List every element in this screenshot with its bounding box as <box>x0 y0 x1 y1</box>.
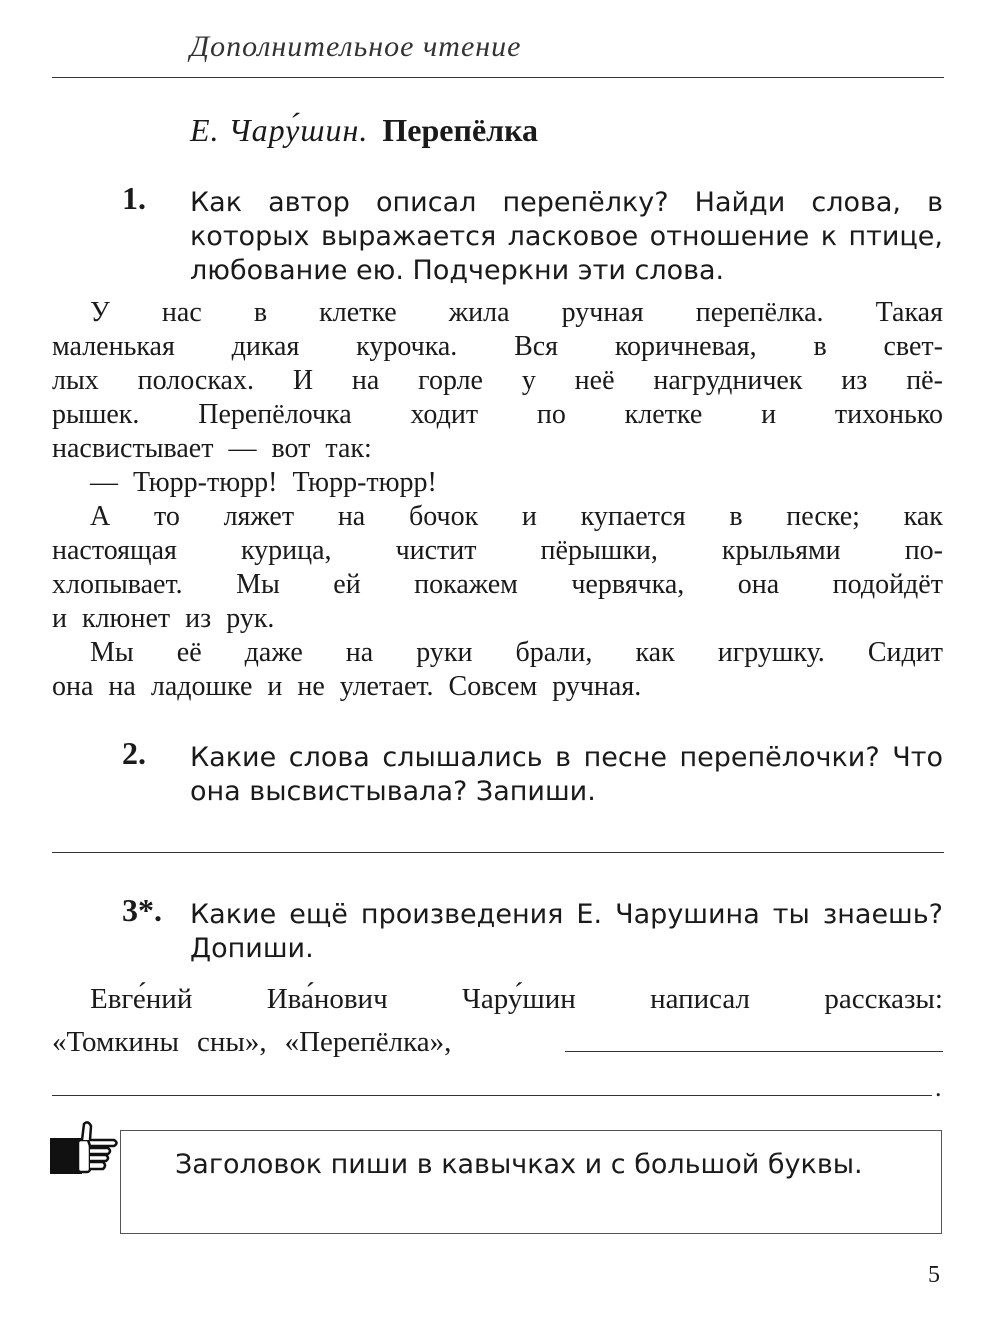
word: насвистывает <box>52 433 214 464</box>
word: даже <box>244 637 303 668</box>
word: и <box>267 671 283 702</box>
answer-line-q3-2[interactable] <box>52 1095 932 1096</box>
word: А <box>90 501 111 532</box>
story-line <box>52 670 943 704</box>
word: И <box>292 365 314 396</box>
word: Мы <box>90 637 134 668</box>
word: курица, <box>240 535 332 566</box>
pointing-hand-icon <box>48 1118 120 1176</box>
word: ручная <box>561 297 644 328</box>
word: неё <box>574 365 615 396</box>
answer-line-q3-1[interactable] <box>565 1051 943 1052</box>
word: червячка, <box>571 569 685 600</box>
question-1-number: 1. <box>122 180 146 216</box>
story-line <box>52 500 943 534</box>
word: в <box>253 297 268 328</box>
word: Чару́шин <box>462 983 576 1015</box>
word: Вся <box>514 331 559 362</box>
word: клетке <box>319 297 397 328</box>
question-2-number: 2. <box>122 735 146 771</box>
question-3-number: 3*. <box>122 892 162 928</box>
word: она <box>737 569 780 600</box>
word: рук. <box>226 603 275 634</box>
word: нас <box>161 297 202 328</box>
word: песке; <box>786 501 860 532</box>
question-1-text: Как автор описал перепёлку? Найди слова, в которых выражается ласковое отношение к птице, любование ею. Подчеркни эти слова. <box>190 187 943 286</box>
word: полосках. <box>137 365 254 396</box>
word: маленькая <box>52 331 175 362</box>
word: игрушку. <box>717 637 825 668</box>
word: как <box>635 637 675 668</box>
header-rule <box>52 77 944 78</box>
word: из <box>841 365 868 396</box>
word: «Перепёлка», <box>284 1026 452 1058</box>
word: на <box>351 365 380 396</box>
story-line <box>52 398 943 432</box>
word: на <box>337 501 366 532</box>
word: в <box>813 331 827 362</box>
word: крыльями <box>721 535 841 566</box>
story-author: Е. Чару́шин. <box>190 112 369 148</box>
word: рышек. <box>52 399 140 430</box>
word: ручная. <box>552 671 642 702</box>
word: коричневая, <box>614 331 757 362</box>
word: хлопывает. <box>52 569 183 600</box>
word: на <box>108 671 136 702</box>
word: свет- <box>883 331 943 362</box>
word: нагрудничек <box>653 365 803 396</box>
page-number: 5 <box>928 1262 940 1288</box>
rule-box <box>120 1130 942 1234</box>
word: У <box>90 297 110 328</box>
word: как <box>903 501 943 532</box>
word: Совсем <box>448 671 538 702</box>
word: — <box>90 467 118 498</box>
word: по- <box>904 535 943 566</box>
story-line <box>52 466 943 500</box>
word: и <box>761 399 777 430</box>
word: ладошке <box>150 671 253 702</box>
word: покажем <box>414 569 518 600</box>
word: тихонько <box>834 399 943 430</box>
word: написал <box>650 983 750 1015</box>
word: — <box>228 433 257 464</box>
word: жила <box>448 297 510 328</box>
word: ляжет <box>223 501 295 532</box>
word: и <box>52 603 67 634</box>
word: ей <box>333 569 361 600</box>
story-line <box>52 296 943 330</box>
word: клетке <box>624 399 703 430</box>
story-line <box>52 364 943 398</box>
word: Ива́нович <box>266 983 388 1015</box>
word: ходит <box>410 399 479 430</box>
q3-fill-line-1 <box>90 983 943 1016</box>
word: курочка. <box>356 331 458 362</box>
word: Евге́ний <box>90 983 193 1015</box>
story-line <box>52 432 943 466</box>
story-line <box>52 636 943 670</box>
word: горле <box>418 365 483 396</box>
word: у <box>521 365 536 396</box>
answer-line-q2[interactable] <box>52 852 944 853</box>
word: на <box>345 637 374 668</box>
word: Тюрр-тюрр! <box>292 467 437 498</box>
word: так: <box>325 433 372 464</box>
word: не <box>297 671 325 702</box>
word: Мы <box>236 569 280 600</box>
q3-fill-line-2 <box>52 1026 552 1059</box>
word: и <box>521 501 537 532</box>
section-title: Дополнительное чтение <box>190 30 522 63</box>
word: пё- <box>906 365 943 396</box>
story-line <box>52 568 943 602</box>
word: дикая <box>231 331 300 362</box>
question-2-text: Какие слова слышались в песне перепёлочки? Что она высвистывала? Запиши. <box>190 742 943 807</box>
word: то <box>153 501 180 532</box>
word: улетает. <box>339 671 434 702</box>
word: брали, <box>515 637 593 668</box>
word: из <box>185 603 212 634</box>
story-line <box>52 330 943 364</box>
word: бочок <box>408 501 479 532</box>
word: Сидит <box>867 637 943 668</box>
word: рассказы: <box>824 983 943 1015</box>
word: в <box>729 501 743 532</box>
word: чистит <box>395 535 477 566</box>
word: Тюрр-тюрр! <box>133 467 278 498</box>
word: вот <box>271 433 311 464</box>
word: подойдёт <box>832 569 943 600</box>
word: руки <box>416 637 473 668</box>
word: перепёлка. <box>695 297 824 328</box>
word: настоящая <box>52 535 177 566</box>
word: пёрышки, <box>540 535 658 566</box>
word: сны», <box>196 1026 267 1058</box>
rule-text: Заголовок пиши в кавычках и с большой буквы. <box>175 1149 863 1180</box>
question-3-text: Какие ещё произведения Е. Чарушина ты знаешь? Допиши. <box>190 899 943 964</box>
answer-end-period: . <box>935 1073 942 1102</box>
story-heading <box>190 112 538 149</box>
word: лых <box>52 365 99 396</box>
story-line <box>52 602 943 636</box>
word: Такая <box>875 297 943 328</box>
story-line <box>52 534 943 568</box>
word: купается <box>580 501 686 532</box>
word: по <box>536 399 566 430</box>
story-title: Перепёлка <box>382 112 539 148</box>
word: её <box>176 637 202 668</box>
word: клюнет <box>81 603 171 634</box>
word: она <box>52 671 94 702</box>
word: «Томкины <box>52 1026 179 1058</box>
word: Перепёлочка <box>198 399 352 430</box>
